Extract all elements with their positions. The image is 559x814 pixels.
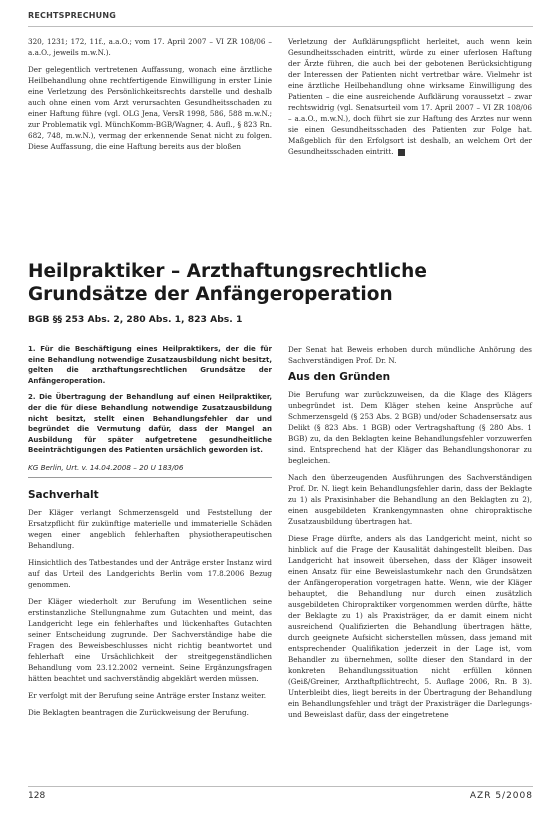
section-heading-gruende: Aus den Gründen <box>288 371 391 383</box>
court-citation: KG Berlin, Urt. v. 14.04.2008 – 20 U 183/06 <box>28 462 184 472</box>
divider <box>28 477 272 478</box>
running-head: RECHTSPRECHUNG <box>28 11 117 20</box>
main-left-column <box>28 344 272 724</box>
paragraph: Die Berufung war zurückzuweisen, da die Klage des Klägers unbegründet ist. Dem Kläger stehen keine Ansprüche auf Schmerzensgeld (§ 253 Abs. 2 BGB) und/oder Schadensersatz aus Delikt (§ 823 Abs. 1 BGB) oder Vertragshaftung (§ 280 Abs. 1 BGB) zu, da den Beklagten keine Behandlungsfehler vorzuwerfen sind. Entsprechend hat der Kläger das Behandlungshonorar zu begleichen. <box>288 390 532 465</box>
article-title: Heilpraktiker – Arzthaftungsrechtliche Grundsätze der Anfängeroperation <box>28 261 427 305</box>
paragraph: Der Senat hat Beweis erhoben durch mündliche Anhörung des Sachverständigen Prof. Dr. N. <box>288 345 532 365</box>
article-norms: BGB §§ 253 Abs. 2, 280 Abs. 1, 823 Abs. 1 <box>28 314 243 325</box>
paragraph: 320, 1231; 172, 11f., a.a.O.; vom 17. April 2007 – VI ZR 108/06 – a.a.O., jeweils m.w.N.). <box>28 37 272 57</box>
journal-reference: AZR 5/2008 <box>469 791 533 801</box>
paragraph-with-end-mark <box>288 36 532 157</box>
paragraph: Nach den überzeugenden Ausführungen des Sachverständigen Prof. Dr. N. liegt kein Behandlungsfehler darin, dass der Beklagte zu 1) als Praxisinhaber die Behandlung an den Beklagten zu 2), einen ausgebildeten Krankengymnasten ohne chiropraktische Zusatzausbildung übertragen hat. <box>288 473 532 526</box>
end-of-article-mark <box>398 149 405 156</box>
paragraph-text: Verletzung der Aufklärungspflicht herleitet, auch wenn kein Gesundheitsschaden eintritt, würde zu einer uferlosen Haftung der Ärzte führen, die auch bei der gebotenen Berücksichtigung der Interessen der Patienten nicht vertretbar wäre. Vielmehr ist eine ärztliche Heilbehandlung ohne wirksame Einwilligung des Patienten – die eine ausreichende Aufklärung voraussetzt – zwar rechtswidrig (vgl. Senatsurteil vom 17. April 2007 – VI ZR 108/06 – a.a.O., m.w.N.), doch führt sie zur Haftung des Arztes nur wenn sie einen Gesundheitsschaden des Patienten zur Folge hat. Maßgeblich für den Erfolgsort ist deshalb, an welchem Ort der Gesundheitsschaden eintritt. <box>288 37 532 156</box>
top-left-column <box>28 36 272 158</box>
paragraph: Die Beklagten beantragen die Zurückweisung der Berufung. <box>28 707 249 717</box>
guideline-2: 2. Die Übertragung der Behandlung auf einen Heilpraktiker, der die für diese Behandlung notwendige Zusatzausbildung nicht besitzt, stellt einen Behandlungsfehler dar und begründet die Vermutung dafür, dass der Mangel an Ausbildung für später aufgetretene gesundheitliche Beeinträchtigungen des Patienten ursächlich geworden ist. <box>28 393 272 455</box>
paragraph: Der Kläger verlangt Schmerzensgeld und Feststellung der Ersatzpflicht für zukünftige materielle und immaterielle Schäden wegen einer angeblich fehlerhaften physiotherapeutischen Behandlung. <box>28 507 272 550</box>
top-right-column <box>288 36 532 163</box>
page-header <box>28 8 533 27</box>
page-number: 128 <box>28 791 46 801</box>
guideline-1: 1. Für die Beschäftigung eines Heilpraktikers, der die für eine Behandlung notwendige Zusatzausbildung nicht besitzt, gelten die arzthaftungsrechtlichen Grundsätze der Anfängeroperation. <box>28 345 272 385</box>
paragraph: Er verfolgt mit der Berufung seine Anträge erster Instanz weiter. <box>28 690 267 700</box>
main-right-column <box>288 344 532 726</box>
paragraph: Diese Frage dürfte, anders als das Landgericht meint, nicht so hinblick auf die Frage der Kausalität dahingestellt bleiben. Das Landgericht hat insoweit übersehen, dass der Kläger insoweit einen Ansatz für eine Beweislastumkehr nach den Grundsätzen der Anfängeroperation vorgetragen hatte. Wenn, wie der Kläger behauptet, die Behandlung nur durch einen zusätzlich ausgebildeten Chiropraktiker vorgenommen werden dürfte, hätte der Beklagte zu 1) als Praxisträger, da er damit einem nicht ausreichend Qualifizierten die Behandlung übertragen hätte, durch geeignete Aufsicht sicherstellen müssen, dass jemand mit entsprechender Qualifikation jederzeit in der Lage ist, vom Behandler zu übernehmen, sollte dieser den Standard in der konkreten Behandlungssituation nicht erfüllen können (Geiß/Greiner, Arzthaftpflichtrecht, 5. Auflage 2006, Rn. B 3). Unterbleibt dies, liegt bereits in der Übertragung der Behandlung ein Behandlungsfehler und trägt der Praxisträger die Darlegungs- und Beweislast dafür, dass der eingetretene <box>288 534 532 719</box>
page-footer <box>28 786 533 807</box>
paragraph: Der Kläger wiederholt zur Berufung im Wesentlichen seine erstinstanzliche Stellungnahme zum Gutachten und meint, das Landgericht lege ein fehlerhaftes und lückenhaftes Gutachten seiner Entscheidung zugrunde. Der Sachverständige habe die Fragen des Beweisbeschlusses nicht richtig beantwortet und fehlerhaft eine Ursächlichkeit der streitgegenständlichen Behandlung vom 23.12.2002 verneint. Seine Ergänzungsfragen hätten beachtet und sachverständig abgeklärt werden müssen. <box>28 596 272 683</box>
paragraph: Der gelegentlich vertretenen Auffassung, wonach eine ärztliche Heilbehandlung ohne rechtfertigende Einwilligung in erster Linie eine Verletzung des Persönlichkeitsrechts darstelle und deshalb auch ohne einen vom Arzt verursachten Gesundheitsschaden zu einer Haftung führe (vgl. OLG Jena, VersR 1998, 586, 588 m.w.N.; zur Problematik vgl. MünchKomm-BGB/Wagner, 4. Aufl., § 823 Rn. 682, 748, m.w.N.), vermag der erkennende Senat nicht zu folgen. Diese Auffassung, die eine Haftung bereits aus der bloßen <box>28 65 272 151</box>
section-heading-sachverhalt: Sachverhalt <box>28 488 99 501</box>
paragraph: Hinsichtlich des Tatbestandes und der Anträge erster Instanz wird auf das Urteil des Landgerichts Berlin vom 17.8.2006 Bezug genommen. <box>28 557 272 589</box>
